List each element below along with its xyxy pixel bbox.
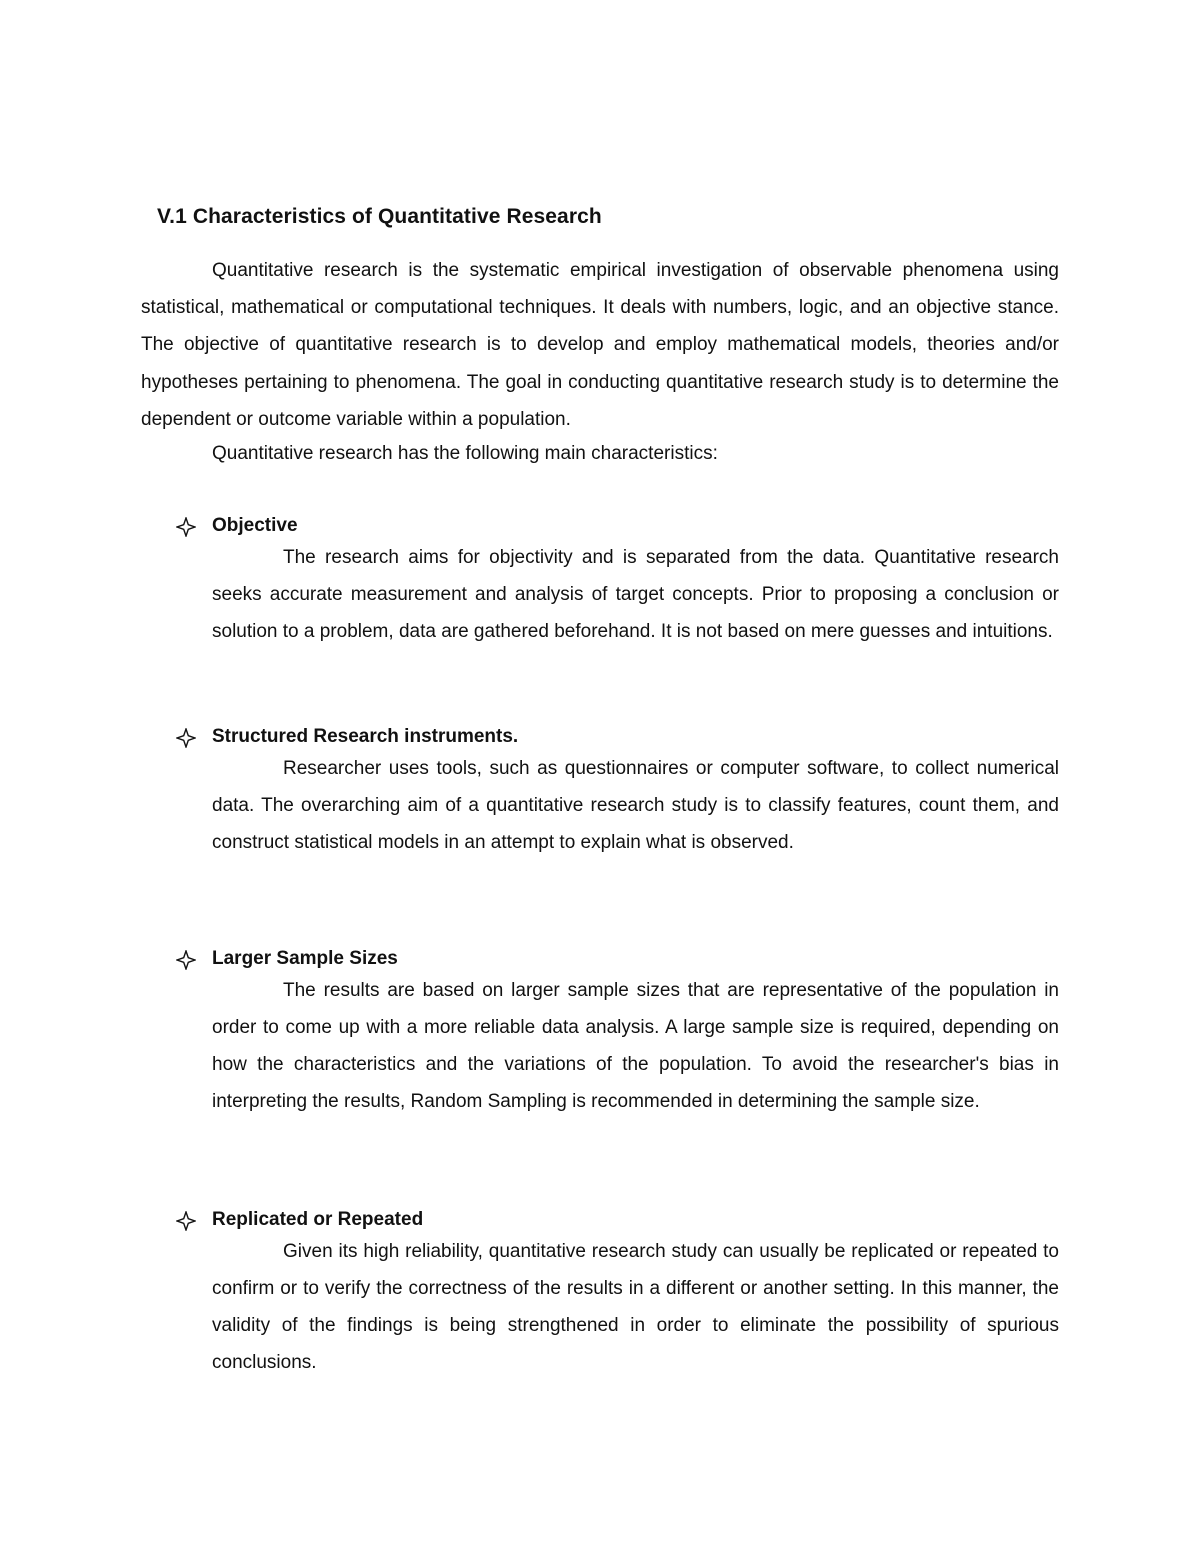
four-point-star-outline-icon — [176, 517, 196, 537]
characteristic-title: Objective — [212, 515, 298, 536]
four-point-star-outline-icon — [176, 1211, 196, 1231]
section-heading: V.1 Characteristics of Quantitative Research — [157, 205, 602, 228]
intro-lead-sentence: Quantitative research has the following main characteristics: — [212, 443, 718, 464]
four-point-star-outline-icon — [176, 950, 196, 970]
characteristic-body: The results are based on larger sample sizes that are representative of the population in order to come up with a more reliable data analysis. A large sample size is required, depending on how the characteristics and the variations of the population. To avoid the researcher's bias in interpreting the results, Random Sampling is recommended in determining the sample size. — [212, 980, 1059, 1112]
four-point-star-outline-icon — [176, 728, 196, 748]
characteristic-title: Larger Sample Sizes — [212, 948, 398, 969]
characteristic-body: The research aims for objectivity and is separated from the data. Quantitative research seeks accurate measurement and analysis of target concepts. Prior to proposing a conclusion or solution to a problem, data are gathered beforehand. It is not based on mere guesses and intuitions. — [212, 547, 1059, 642]
characteristic-body: Researcher uses tools, such as questionnaires or computer software, to collect numerical data. The overarching aim of a quantitative research study is to classify features, count them, and construct statistical models in an attempt to explain what is observed. — [212, 758, 1059, 853]
characteristic-title: Replicated or Repeated — [212, 1209, 424, 1230]
characteristic-title: Structured Research instruments. — [212, 726, 519, 747]
characteristic-body: Given its high reliability, quantitative research study can usually be replicated or repeated to confirm or to verify the correctness of the results in a different or another setting. In this manner, the validity of the findings is being strengthened in order to eliminate the possibility of spurious conclusions. — [212, 1241, 1059, 1373]
intro-paragraph: Quantitative research is the systematic empirical investigation of observable phenomena using statistical, mathematical or computational techniques. It deals with numbers, logic, and an objective stance. The objective of quantitative research is to develop and employ mathematical models, theories and/or hypotheses pertaining to phenomena. The goal in conducting quantitative research study is to determine the dependent or outcome variable within a population. — [141, 260, 1059, 430]
